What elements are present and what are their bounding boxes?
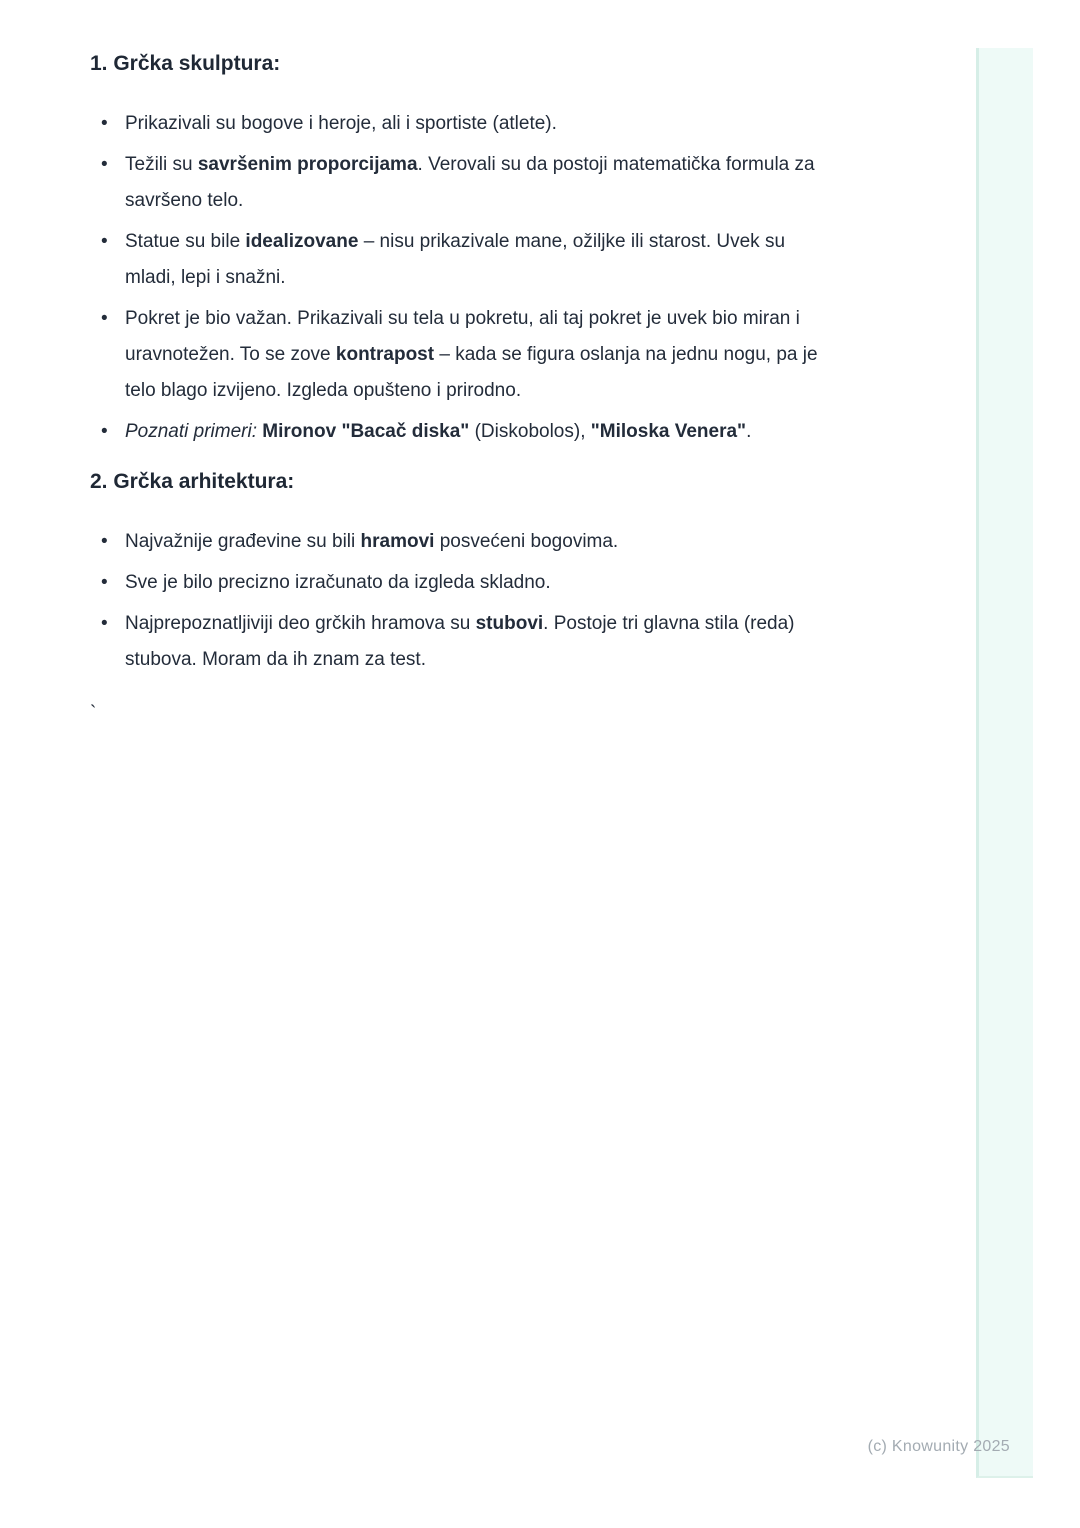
text-segment: "Miloska Venera" <box>590 421 747 442</box>
text-segment: Najvažnije građevine su bili <box>125 531 361 552</box>
text-segment: Najprepoznatljiviji deo grčkih hramova su <box>125 613 476 634</box>
text-segment: kontrapost <box>335 344 435 365</box>
text-segment: (Diskobolos), <box>469 421 591 442</box>
text-segment: Poznati primeri: <box>125 421 257 442</box>
section-heading-sculpture: 1. Grčka skulptura: <box>90 52 281 75</box>
list-item <box>90 606 835 678</box>
text-segment: . Verovali su da postoji matematička formula za savršeno telo. <box>125 154 815 211</box>
bullet-list-architecture <box>90 524 835 678</box>
list-item <box>90 147 835 219</box>
text-segment: . Postoje tri glavna stila (reda) stubova. Moram da ih znam za test. <box>125 613 795 670</box>
list-item <box>90 524 835 560</box>
document-content <box>90 50 835 732</box>
section-heading-architecture: 2. Grčka arhitektura: <box>90 470 295 493</box>
bullet-list-sculpture <box>90 106 835 450</box>
text-segment: savršenim proporcijama <box>197 154 418 175</box>
text-segment: hramovi <box>360 531 435 552</box>
text-segment: Statue su bile <box>125 231 246 252</box>
text-segment: posvećeni bogovima. <box>434 531 619 552</box>
text-segment: Težili su <box>125 154 198 175</box>
text-segment: idealizovane <box>245 231 359 252</box>
stray-backtick: ` <box>90 703 97 724</box>
list-item <box>90 106 835 142</box>
list-item <box>90 565 835 601</box>
text-segment: stubovi <box>475 613 544 634</box>
list-item <box>90 224 835 296</box>
text-segment: Mironov "Bacač diska" <box>262 421 470 442</box>
text-segment: Pokret je bio važan. Prikazivali su tela u pokretu, ali taj pokret je uvek bio miran i uravnotežen. To se zove <box>125 308 800 365</box>
text-segment: – kada se figura oslanja na jednu nogu, pa je telo blago izvijeno. Izgleda opušteno i prirodno. <box>125 344 818 401</box>
copyright-watermark: (c) Knowunity 2025 <box>867 1438 1010 1455</box>
text-segment: – nisu prikazivale mane, ožiljke ili starost. Uvek su mladi, lepi i snažni. <box>125 231 786 288</box>
text-segment: . <box>746 421 752 442</box>
text-segment: Prikazivali su bogove i heroje, ali i sportiste (atlete). <box>125 113 557 134</box>
text-segment: Sve je bilo precizno izračunato da izgleda skladno. <box>125 572 551 593</box>
list-item <box>90 414 835 450</box>
right-accent-strip <box>976 48 1033 1478</box>
list-item <box>90 301 835 409</box>
